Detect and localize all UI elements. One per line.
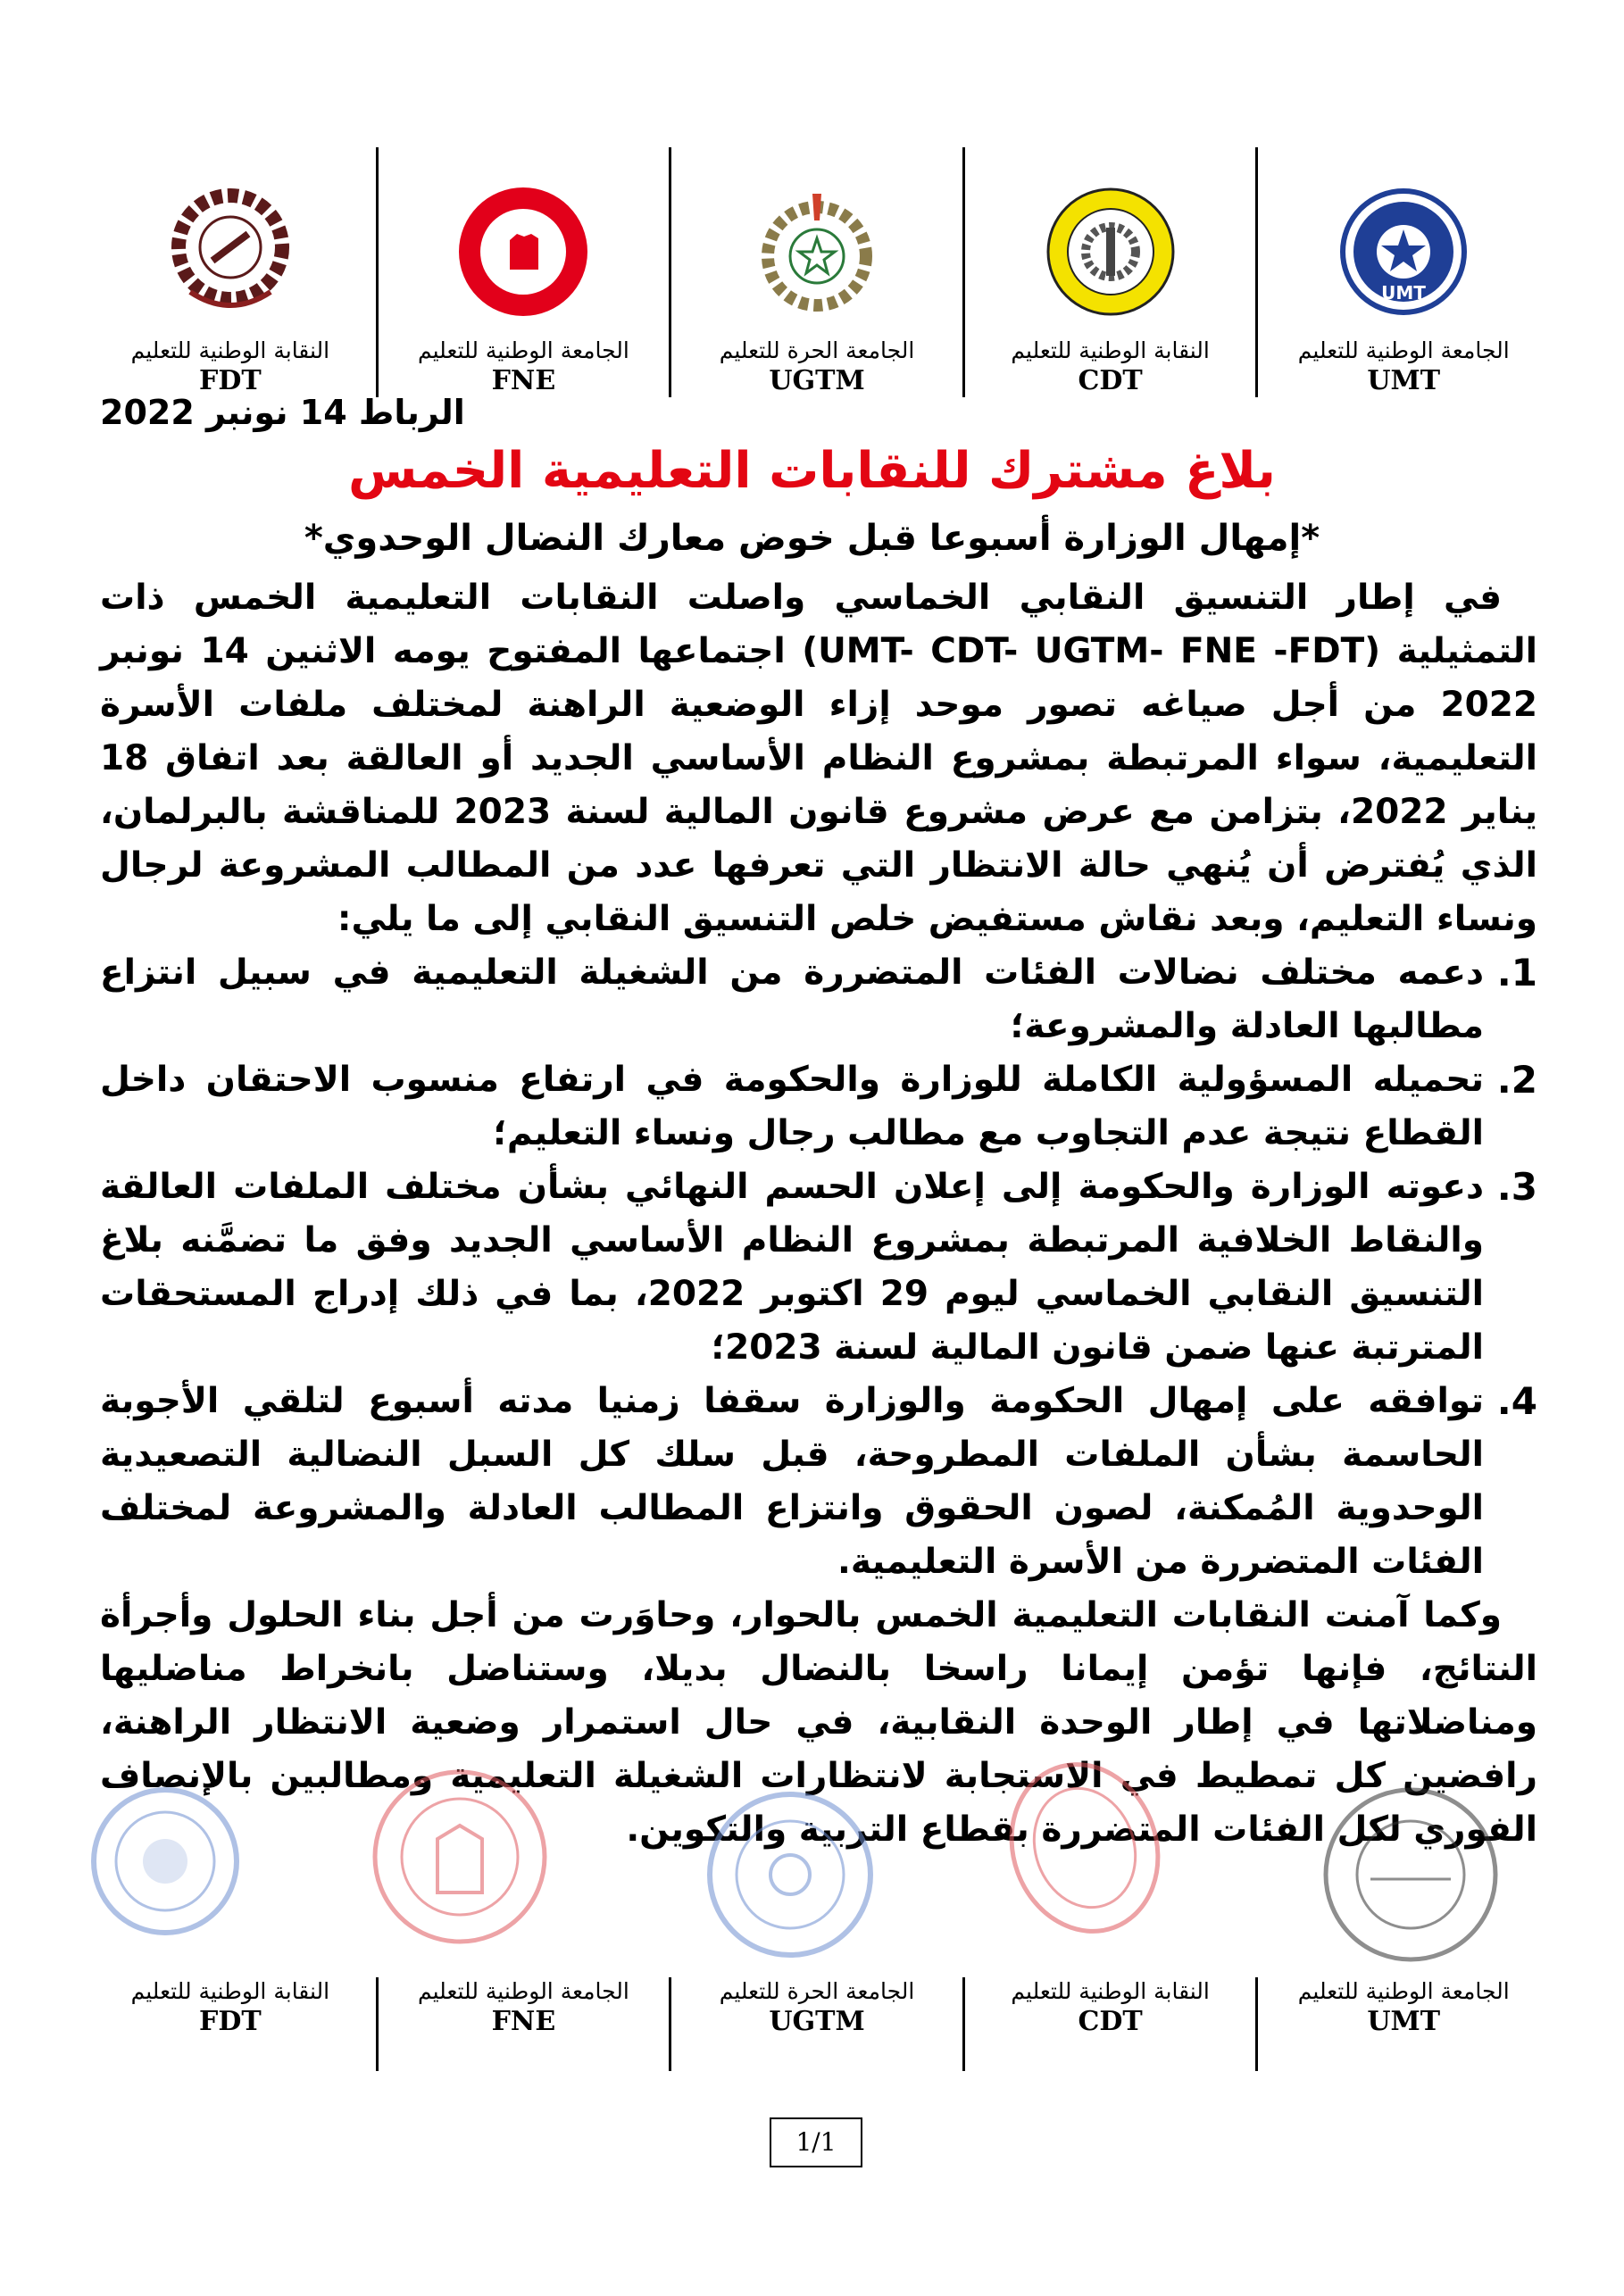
union-name: الجامعة الحرة للتعليم (719, 337, 915, 363)
union-ugtm (669, 147, 962, 397)
union-code: UMT (1367, 365, 1441, 396)
statement-body (100, 571, 1537, 1857)
union-cdt (962, 147, 1256, 397)
list-item (100, 1053, 1537, 1160)
footer-umt (1255, 1977, 1549, 2071)
point-text: دعمه مختلف نضالات الفئات المتضررة من الشغيلة التعليمية في سبيل انتزاع مطالبها العادلة والمشروعة؛ (100, 953, 1484, 1046)
union-name: النقابة الوطنية للتعليم (1011, 1978, 1210, 2004)
list-item (100, 1160, 1537, 1375)
point-text: تحميله المسؤولية الكاملة للوزارة والحكومة في ارتفاع منسوب الاحتقان داخل القطاع نتيجة عدم التجاوب مع مطالب رجال ونساء التعليم؛ (100, 1060, 1484, 1153)
page-number: 1/1 (770, 2117, 862, 2167)
union-name: الجامعة الوطنية للتعليم (1297, 337, 1510, 363)
union-code: UGTM (769, 365, 865, 396)
cdt-logo-icon (1044, 185, 1178, 319)
fdt-logo-icon (163, 185, 297, 319)
footer-fdt (85, 1977, 376, 2071)
point-number: 1. (1496, 951, 1537, 994)
svg-text:UMT: UMT (1381, 282, 1427, 304)
union-fne (376, 147, 670, 397)
union-name: الجامعة الحرة للتعليم (719, 1978, 915, 2004)
union-name: النقابة الوطنية للتعليم (130, 337, 330, 363)
point-text: دعوته الوزارة والحكومة إلى إعلان الحسم النهائي بشأن مختلف الملفات العالقة والنقاط الخلافية المرتبطة بمشروع النظام الأساسي الجديد وفق ما تضمَّنه بلاغ التنسيق النقابي الخماسي ليوم 29 اكتوبر 2022، بما في ذلك إدراج المستحقات المترتبة عنها ضمن قانون المالية لسنة 2023؛ (100, 1167, 1484, 1368)
umt-logo-icon (1337, 185, 1470, 319)
union-name: النقابة الوطنية للتعليم (1011, 337, 1210, 363)
footer-cdt (962, 1977, 1256, 2071)
closing-paragraph: وكما آمنت النقابات التعليمية الخمس بالحوار، وحاوَرت من أجل بناء الحلول وأجرأة النتائج، فإنها تؤمن إيمانا راسخا بالنضال بديلا، وستناضل بانخراط مناضليها ومناضلاتها في إطار الوحدة النقابية، في حال استمرار وضعية الانتظار الراهنة، رافضين كل تمطيط في الاستجابة لانتظارات الشغيلة التعليمية ومطالبين بالإنصاف الفوري لكل الفئات المتضررة بقطاع التربية والتكوين. (100, 1595, 1537, 1850)
unions-footer (85, 1977, 1549, 2071)
union-name: الجامعة الوطنية للتعليم (417, 337, 629, 363)
fne-logo-icon (456, 185, 590, 319)
point-number: 2. (1496, 1058, 1537, 1102)
footer-ugtm (669, 1977, 962, 2071)
points-list (100, 946, 1537, 1589)
ugtm-logo-icon (750, 185, 884, 319)
union-code: CDT (1078, 2006, 1143, 2037)
union-name: الجامعة الوطنية للتعليم (1297, 1978, 1510, 2004)
point-number: 3. (1496, 1165, 1537, 1209)
union-code: FNE (491, 2006, 556, 2037)
point-text: توافقه على إمهال الحكومة والوزارة سقفا زمنيا مدته أسبوع لتلقي الأجوبة الحاسمة بشأن الملفات المطروحة، قبل سلك كل السبل النضالية التصعيدية الوحدوية المُمكنة، لصون الحقوق وانتزاع المطالب العادلة والمشروعة لمختلف الفئات المتضررة من الأسرة التعليمية. (100, 1381, 1484, 1582)
svg-text:FNE: FNE (507, 277, 540, 294)
footer-fne (376, 1977, 670, 2071)
unions-header (85, 147, 1549, 397)
list-item (100, 1375, 1537, 1589)
union-name: الجامعة الوطنية للتعليم (417, 1978, 629, 2004)
list-item (100, 946, 1537, 1053)
union-code: CDT (1078, 365, 1143, 396)
union-code: FDT (199, 365, 262, 396)
union-code: FDT (199, 2006, 262, 2037)
union-code: UMT (1367, 2006, 1441, 2037)
intro-paragraph: في إطار التنسيق النقابي الخماسي واصلت النقابات التعليمية الخمس ذات التمثيلية (UMT- CDT- UGTM- FNE -FDT) اجتماعها المفتوح يومه الاثنين 14 نونبر 2022 من أجل صياغه تصور موحد إزاء الوضعية الراهنة لمختلف ملفات الأسرة التعليمية، سواء المرتبطة بمشروع النظام الأساسي الجديد أو العالقة بعد اتفاق 18 يناير 2022، بتزامن مع عرض مشروع قانون المالية لسنة 2023 للمناقشة بالبرلمان، الذي يُفترض أن يُنهي حالة الانتظار التي تعرفها عدد من المطالب المشروعة لرجال ونساء التعليم، وبعد نقاش مستفيض خلص التنسيق النقابي إلى ما يلي: (100, 578, 1537, 939)
page-subtitle: *إمهال الوزارة أسبوعا قبل خوض معارك النضال الوحدوي* (304, 518, 1320, 559)
union-name: النقابة الوطنية للتعليم (130, 1978, 330, 2004)
union-code: FNE (491, 365, 556, 396)
union-fdt (85, 147, 376, 397)
union-code: UGTM (769, 2006, 865, 2037)
union-umt (1255, 147, 1549, 397)
point-number: 4. (1496, 1379, 1537, 1423)
document-date: الرباط 14 نونبر 2022 (100, 393, 465, 432)
page-title: بلاغ مشترك للنقابات التعليمية الخمس (348, 442, 1276, 500)
